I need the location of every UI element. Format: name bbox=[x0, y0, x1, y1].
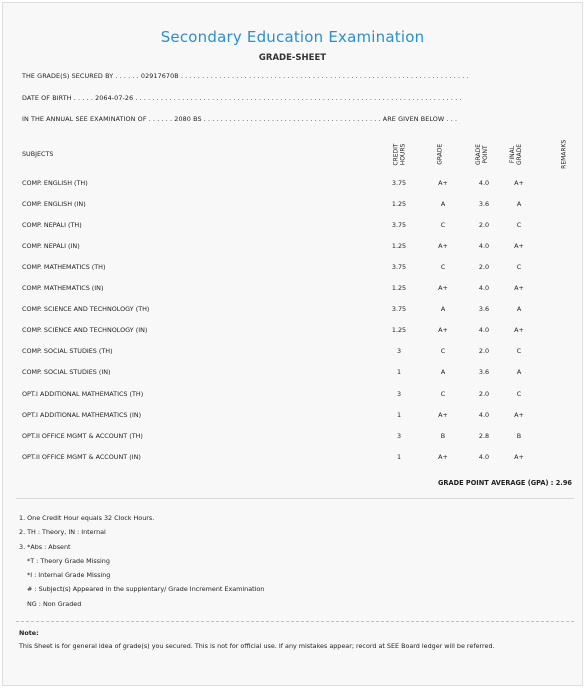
final-cell: A bbox=[516, 305, 522, 314]
note-item: 3. *Abs : Absent bbox=[19, 542, 71, 551]
note-item: NG : Non Graded bbox=[27, 599, 82, 608]
gp-cell: 4.0 bbox=[478, 410, 490, 419]
final-cell: C bbox=[516, 263, 522, 272]
subjects-header: SUBJECTS bbox=[22, 150, 54, 158]
table-row bbox=[3, 387, 584, 407]
subject-name: COMP. ENGLISH (TH) bbox=[22, 179, 88, 187]
table-row bbox=[3, 281, 584, 301]
table-row bbox=[3, 365, 584, 385]
final-cell: A+ bbox=[514, 410, 524, 419]
table-row bbox=[3, 302, 584, 322]
dashed-divider bbox=[16, 621, 574, 622]
credit-cell: 3 bbox=[396, 431, 402, 440]
gp-cell: 2.0 bbox=[478, 389, 490, 398]
gp-cell: 4.0 bbox=[478, 242, 490, 251]
grade-cell: C bbox=[440, 221, 446, 230]
grade-cell: A bbox=[440, 368, 446, 377]
credit-cell: 3.75 bbox=[391, 179, 407, 187]
grade-cell: C bbox=[440, 263, 446, 272]
final-cell: B bbox=[516, 431, 522, 440]
table-row bbox=[3, 429, 584, 449]
subject-name: COMP. SCIENCE AND TECHNOLOGY (IN) bbox=[22, 326, 148, 335]
gp-cell: 2.0 bbox=[478, 263, 490, 272]
gp-cell: 2.8 bbox=[478, 431, 490, 440]
exam-title: Secondary Education Examination bbox=[160, 28, 425, 46]
grade-cell: A bbox=[440, 200, 446, 209]
subject-name: COMP. NEPALI (IN) bbox=[22, 242, 80, 251]
subject-name: OPT.I ADDITIONAL MATHEMATICS (IN) bbox=[22, 410, 142, 419]
grade-cell: A+ bbox=[438, 452, 448, 461]
credit-cell: 3.75 bbox=[391, 263, 407, 272]
credit-cell: 3.75 bbox=[391, 305, 407, 314]
note-item: 2. TH : Theory, IN : Internal bbox=[19, 528, 106, 537]
table-row bbox=[3, 218, 584, 238]
subject-name: OPT.II OFFICE MGMT & ACCOUNT (TH) bbox=[22, 431, 143, 440]
credit-cell: 1.25 bbox=[391, 200, 407, 209]
table-row bbox=[3, 239, 584, 259]
final-cell: C bbox=[516, 347, 522, 356]
footer-note-label: Note: bbox=[19, 629, 39, 637]
table-row bbox=[3, 323, 584, 343]
grade-cell: C bbox=[440, 347, 446, 356]
credit-cell: 1 bbox=[396, 410, 402, 419]
final-cell: A+ bbox=[514, 242, 524, 251]
table-row bbox=[3, 450, 584, 470]
final-cell: C bbox=[516, 389, 522, 398]
table-row bbox=[3, 408, 584, 428]
credit-hours-header: CREDIT HOURS bbox=[392, 142, 406, 166]
credit-cell: 3 bbox=[396, 347, 402, 356]
subject-name: COMP. SOCIAL STUDIES (TH) bbox=[22, 347, 113, 356]
exam-year-line: IN THE ANNUAL SEE EXAMINATION OF . . . . . . 2080 BS . . . . . . . . . . . . . . . . . . . . . . . . . . . . . . . . . . . . . . . . . . ARE GIVEN BELOW . . . bbox=[22, 115, 458, 123]
subject-name: COMP. NEPALI (TH) bbox=[22, 221, 82, 230]
gp-cell: 3.6 bbox=[478, 368, 490, 377]
grade-sheet bbox=[2, 2, 583, 686]
credit-cell: 3 bbox=[396, 389, 402, 398]
subject-name: COMP. MATHEMATICS (TH) bbox=[22, 263, 106, 272]
note-item: 1. One Credit Hour equals 32 Clock Hours. bbox=[19, 514, 155, 522]
note-item: *T : Theory Grade Missing bbox=[27, 556, 110, 565]
subject-name: COMP. SCIENCE AND TECHNOLOGY (TH) bbox=[22, 305, 150, 314]
grade-cell: A+ bbox=[438, 242, 448, 251]
table-row bbox=[3, 176, 584, 196]
divider bbox=[16, 498, 574, 499]
gp-cell: 4.0 bbox=[478, 179, 490, 187]
gp-cell: 4.0 bbox=[478, 326, 490, 335]
final-cell: A+ bbox=[514, 179, 524, 187]
notes-list bbox=[19, 511, 264, 611]
subject-name: COMP. SOCIAL STUDIES (IN) bbox=[22, 368, 111, 377]
grade-cell: A+ bbox=[438, 326, 448, 335]
subject-name: OPT.I ADDITIONAL MATHEMATICS (TH) bbox=[22, 389, 144, 398]
final-cell: A+ bbox=[514, 284, 524, 293]
final-cell: C bbox=[516, 221, 522, 230]
gp-cell: 3.6 bbox=[478, 305, 490, 314]
grade-cell: C bbox=[440, 389, 446, 398]
gp-cell: 2.0 bbox=[478, 347, 490, 356]
table-row bbox=[3, 344, 584, 364]
grade-header: GRADE bbox=[436, 143, 444, 165]
final-grade-header: FINAL GRADE bbox=[509, 143, 523, 165]
grade-cell: A+ bbox=[438, 179, 448, 187]
credit-cell: 1.25 bbox=[391, 242, 407, 251]
note-item: # : Subject(s) Appeared in the supplentary/ Grade Increment Examination bbox=[27, 585, 265, 594]
table-row bbox=[3, 260, 584, 280]
grade-cell: A+ bbox=[438, 410, 448, 419]
grade-cell: A+ bbox=[438, 284, 448, 293]
gp-cell: 3.6 bbox=[478, 200, 490, 209]
credit-cell: 3.75 bbox=[391, 221, 407, 230]
credit-cell: 1 bbox=[396, 452, 402, 461]
grade-cell: A bbox=[440, 305, 446, 314]
credit-cell: 1.25 bbox=[391, 284, 407, 293]
final-cell: A+ bbox=[514, 452, 524, 461]
subject-name: COMP. ENGLISH (IN) bbox=[22, 200, 86, 209]
grade-sheet-heading: GRADE-SHEET bbox=[258, 53, 327, 63]
gp-cell: 4.0 bbox=[478, 284, 490, 293]
grade-point-header: GRADE POINT bbox=[475, 143, 489, 165]
grade-cell: B bbox=[440, 431, 446, 440]
table-row bbox=[3, 197, 584, 217]
gpa-summary: GRADE POINT AVERAGE (GPA) : 2.96 bbox=[438, 479, 572, 487]
final-cell: A+ bbox=[514, 326, 524, 335]
gp-cell: 2.0 bbox=[478, 221, 490, 230]
final-cell: A bbox=[516, 368, 522, 377]
final-cell: A bbox=[516, 200, 522, 209]
gp-cell: 4.0 bbox=[478, 452, 490, 461]
date-of-birth-line: DATE OF BIRTH . . . . . 2064-07-26 . . . . . . . . . . . . . . . . . . . . . . . . . . . . . . . . . . . . . . . . . . . . . . . . . . . . . . . . . . . . . . . . . . . . . . . . . . . . . bbox=[22, 94, 462, 102]
secured-by-line: THE GRADE(S) SECURED BY . . . . . . 02917670B . . . . . . . . . . . . . . . . . . . . . . . . . . . . . . . . . . . . . . . . . . . . . . . . . . . . . . . . . . . . . . . . . . . . bbox=[22, 72, 469, 80]
footer-note-text: This Sheet is for general idea of grade(s) you secured. This is not for official use. If any mistakes appear; record at SEE Board ledger will be referred. bbox=[19, 642, 495, 650]
subject-name: COMP. MATHEMATICS (IN) bbox=[22, 284, 104, 293]
note-item: *I : Internal Grade Missing bbox=[27, 571, 111, 580]
credit-cell: 1.25 bbox=[391, 326, 407, 335]
remarks-header: REMARKS bbox=[560, 139, 568, 169]
credit-cell: 1 bbox=[396, 368, 402, 377]
subject-name: OPT.II OFFICE MGMT & ACCOUNT (IN) bbox=[22, 452, 141, 461]
